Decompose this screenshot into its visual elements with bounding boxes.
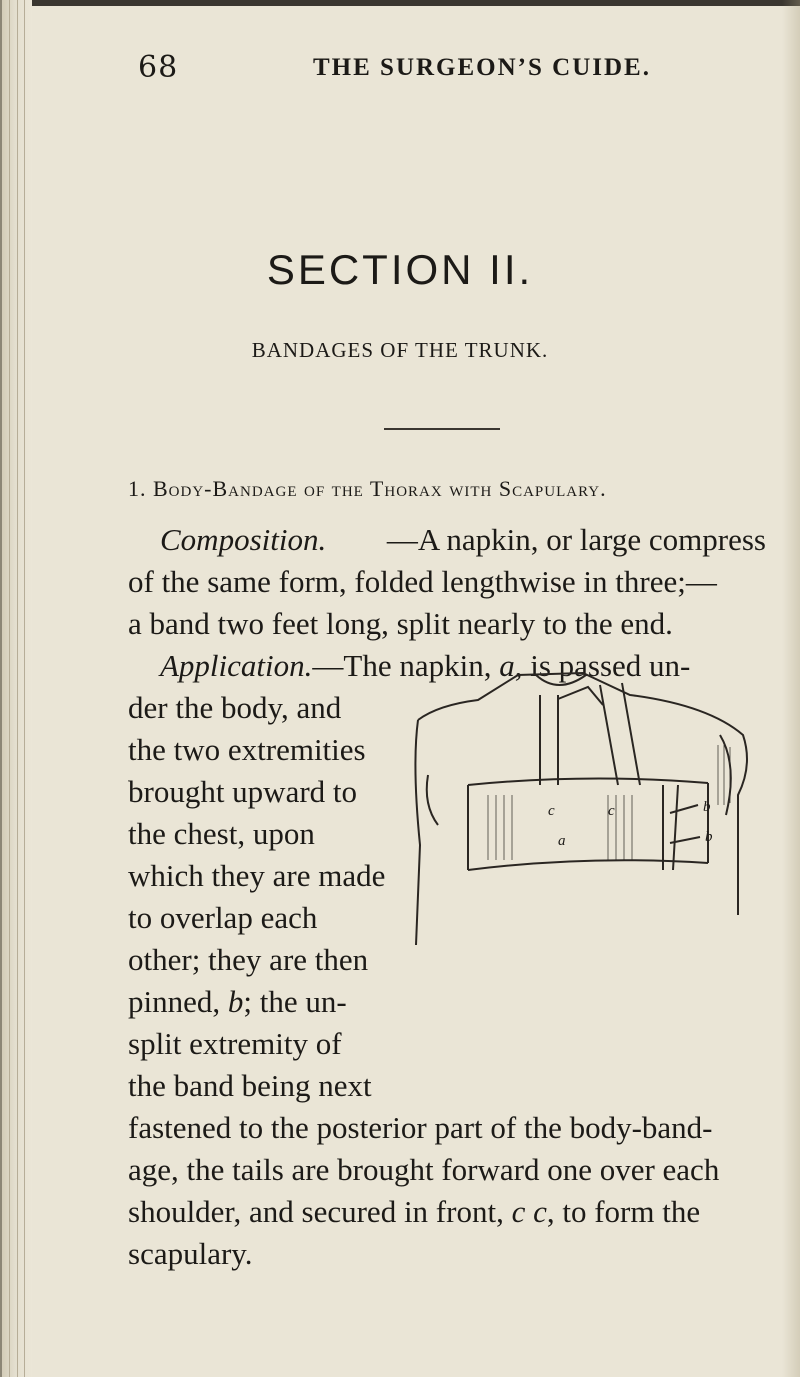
figure-label-b: b — [703, 799, 711, 815]
running-header — [138, 46, 778, 90]
figure-label-a: a — [558, 833, 566, 849]
text-line — [128, 984, 347, 1020]
text-fragment: pinned, — [128, 984, 221, 1019]
arm-right — [720, 735, 731, 815]
text-line: age, the tails are brought forward one over each — [128, 1152, 720, 1187]
application-label: Application. — [160, 648, 313, 683]
page-number: 68 — [138, 50, 179, 85]
pin-1 — [670, 805, 698, 813]
binding-line — [9, 0, 10, 1377]
text-line: to overlap each — [128, 900, 318, 935]
composition-label: Composition. — [160, 522, 327, 557]
figure-label-c: c — [608, 803, 615, 819]
napkin-bottom — [468, 860, 708, 870]
section-title: SECTION II. — [266, 246, 534, 293]
text-line: other; they are then — [128, 942, 369, 977]
left-strap — [540, 695, 558, 785]
text-fragment: ; the un- — [243, 984, 347, 1019]
neck — [536, 675, 586, 685]
text-fragment: shoulder, and secured in front, — [128, 1194, 504, 1229]
strap-cross — [558, 687, 603, 705]
page-top-edge — [0, 0, 800, 6]
overlap-fold — [663, 785, 678, 870]
text-line — [160, 522, 766, 558]
page-edge-shadow — [782, 0, 800, 1377]
binding-line — [24, 0, 25, 1377]
binding-line — [17, 0, 18, 1377]
text-line: a band two feet long, split nearly to the end. — [128, 606, 673, 641]
figure-label-b: b — [705, 829, 713, 845]
ref-letters: c c — [511, 1194, 547, 1229]
napkin-top — [468, 778, 708, 785]
text-line: scapulary. — [128, 1236, 253, 1271]
item-heading-text: Body-Bandage of the Thorax with Scapulary. — [153, 476, 607, 501]
running-title: THE SURGEON’S CUIDE. — [313, 54, 651, 81]
text-line: der the body, and — [128, 690, 342, 725]
divider-rule — [384, 428, 500, 430]
section-subtitle: BANDAGES OF THE TRUNK. — [251, 338, 549, 362]
item-heading — [128, 476, 607, 502]
text-line: split extremity of — [128, 1026, 342, 1061]
arm-left — [427, 775, 438, 825]
text-fragment: , is passed un- — [514, 648, 691, 683]
ref-letter: b — [227, 984, 244, 1019]
text-line: the two extremities — [128, 732, 366, 767]
book-binding — [0, 0, 32, 1377]
bandage-illustration — [408, 665, 768, 955]
text-line: which they are made — [128, 858, 386, 893]
right-strap — [600, 683, 640, 785]
text-line: the band being next — [128, 1068, 372, 1103]
text-line: brought upward to — [128, 774, 358, 809]
item-number: 1. — [128, 476, 147, 501]
text-fragment: , to form the — [546, 1194, 701, 1229]
text-line: fastened to the posterior part of the body-band- — [128, 1110, 713, 1145]
torso-left-side — [415, 720, 420, 945]
ref-letter: a — [499, 648, 515, 683]
text-fragment: —A napkin, or large compress — [386, 522, 766, 557]
text-line: of the same form, folded lengthwise in three;— — [128, 564, 717, 599]
figure-label-c: c — [548, 803, 555, 819]
text-line: the chest, upon — [128, 816, 315, 851]
text-fragment: —The napkin, — [312, 648, 492, 683]
text-line — [128, 1194, 700, 1230]
